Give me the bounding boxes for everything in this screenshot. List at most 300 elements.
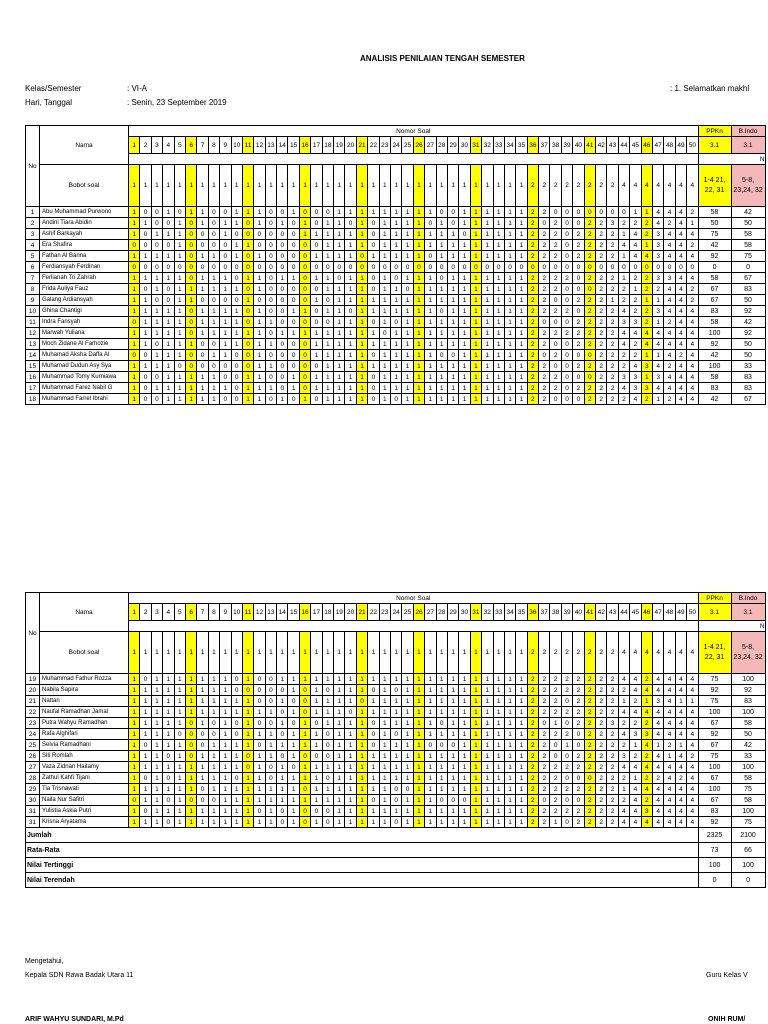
score-cell: 1 <box>163 383 174 394</box>
score-cell: 1 <box>151 795 162 806</box>
score-cell: 1 <box>413 707 424 718</box>
score-cell: 1 <box>493 295 504 306</box>
student-name: Ferlianah Tri Zahrah <box>40 273 129 284</box>
score-cell: 2 <box>664 394 675 405</box>
question-number: 17 <box>311 137 322 154</box>
score-cell: 1 <box>379 284 390 295</box>
score-cell: 0 <box>254 674 265 685</box>
score-cell: 1 <box>277 773 288 784</box>
score-cell: 0 <box>459 229 470 240</box>
score-cell: 2 <box>527 207 538 218</box>
score-cell: 0 <box>459 262 470 273</box>
score-cell: 1 <box>334 317 345 328</box>
score-cell: 1 <box>185 284 196 295</box>
score-cell: 1 <box>311 251 322 262</box>
score-cell: 2 <box>539 273 550 284</box>
score-cell: 1 <box>185 372 196 383</box>
weight-cell: 1 <box>459 632 470 674</box>
score-cell: 1 <box>356 806 367 817</box>
score-cell: 1 <box>231 740 242 751</box>
score-cell: 2 <box>584 383 595 394</box>
score-cell: 1 <box>516 350 527 361</box>
score-cell: 1 <box>436 762 447 773</box>
score-cell: 0 <box>561 218 572 229</box>
tinggi-bindo: 100 <box>731 858 765 873</box>
score-cell: 1 <box>208 383 219 394</box>
score-cell: 0 <box>561 773 572 784</box>
score-cell: 0 <box>231 372 242 383</box>
score-cell: 1 <box>493 284 504 295</box>
score-cell: 1 <box>140 685 151 696</box>
score-cell: 4 <box>687 729 698 740</box>
score-cell: 4 <box>652 762 663 773</box>
student-name: Putra Wahyu Ramadhan <box>40 718 129 729</box>
question-number: 32 <box>482 137 493 154</box>
score-cell: 4 <box>630 762 641 773</box>
score-cell: 1 <box>482 740 493 751</box>
score-cell: 1 <box>470 284 481 295</box>
score-cell: 0 <box>584 372 595 383</box>
score-cell: 1 <box>504 306 515 317</box>
weight-cell: 2 <box>584 632 595 674</box>
score-cell: 4 <box>618 383 629 394</box>
score-cell: 0 <box>584 773 595 784</box>
score-cell: 1 <box>356 718 367 729</box>
score-cell: 2 <box>618 773 629 784</box>
score-cell: 1 <box>254 328 265 339</box>
score-cell: 0 <box>174 207 185 218</box>
score-cell: 1 <box>482 295 493 306</box>
score-cell: 1 <box>459 317 470 328</box>
score-cell: 0 <box>254 718 265 729</box>
score-cell: 1 <box>322 350 333 361</box>
score-cell: 2 <box>527 328 538 339</box>
score-cell: 2 <box>607 383 618 394</box>
score-cell: 1 <box>311 383 322 394</box>
weight-cell: 4 <box>618 632 629 674</box>
score-cell: 1 <box>413 795 424 806</box>
score-cell: 0 <box>220 295 231 306</box>
question-number: 33 <box>493 604 504 621</box>
score-cell: 1 <box>254 251 265 262</box>
score-cell: 4 <box>652 361 663 372</box>
score-cell: 4 <box>687 328 698 339</box>
score-cell: 1 <box>311 817 322 828</box>
score-cell: 4 <box>664 817 675 828</box>
score-cell: 1 <box>265 729 276 740</box>
score-cell: 1 <box>493 207 504 218</box>
table-row <box>26 317 766 328</box>
score-cell: 2 <box>550 229 561 240</box>
weight-cell: 1 <box>185 165 196 207</box>
weight-cell: 2 <box>596 632 607 674</box>
score-cell: 1 <box>493 707 504 718</box>
score-cell: 2 <box>596 317 607 328</box>
student-no: 18 <box>26 394 40 405</box>
table-row <box>26 240 766 251</box>
kelas-value: : VI-A <box>127 84 148 93</box>
score-cell: 1 <box>197 383 208 394</box>
table-row <box>26 295 766 306</box>
weight-cell: 4 <box>652 165 663 207</box>
score-cell: 1 <box>630 773 641 784</box>
score-cell: 1 <box>516 817 527 828</box>
score-cell: 1 <box>311 273 322 284</box>
bindo-score: 50 <box>731 729 765 740</box>
score-cell: 0 <box>334 262 345 273</box>
nama-header: Nama <box>40 126 129 165</box>
score-cell: 2 <box>596 795 607 806</box>
score-cell: 1 <box>618 696 629 707</box>
score-cell: 1 <box>311 372 322 383</box>
score-cell: 4 <box>664 729 675 740</box>
score-cell: 1 <box>174 718 185 729</box>
score-cell: 1 <box>140 273 151 284</box>
score-cell: 1 <box>447 328 458 339</box>
score-cell: 1 <box>493 240 504 251</box>
score-cell: 0 <box>322 317 333 328</box>
score-cell: 0 <box>265 762 276 773</box>
student-name: Nattan <box>40 696 129 707</box>
score-cell: 1 <box>390 707 401 718</box>
score-cell: 0 <box>231 718 242 729</box>
score-cell: 2 <box>630 350 641 361</box>
score-cell: 1 <box>185 394 196 405</box>
score-cell: 1 <box>368 251 379 262</box>
score-cell: 1 <box>197 817 208 828</box>
score-cell: 1 <box>652 295 663 306</box>
score-cell: 0 <box>140 229 151 240</box>
score-cell: 2 <box>573 762 584 773</box>
score-cell: 2 <box>539 394 550 405</box>
score-cell: 1 <box>163 729 174 740</box>
score-cell: 1 <box>129 295 140 306</box>
score-cell: 0 <box>185 262 196 273</box>
score-cell: 2 <box>596 273 607 284</box>
score-cell: 1 <box>425 207 436 218</box>
score-cell: 1 <box>231 251 242 262</box>
score-cell: 1 <box>322 361 333 372</box>
score-cell: 2 <box>641 674 652 685</box>
score-cell: 1 <box>322 696 333 707</box>
score-cell: 1 <box>379 361 390 372</box>
score-cell: 1 <box>447 317 458 328</box>
score-cell: 1 <box>163 361 174 372</box>
score-cell: 2 <box>596 306 607 317</box>
bindo-range: 5-8, 23,24, 32 <box>731 165 765 207</box>
score-cell: 0 <box>197 361 208 372</box>
score-cell: 0 <box>368 394 379 405</box>
score-cell: 1 <box>516 383 527 394</box>
score-cell: 1 <box>208 674 219 685</box>
score-cell: 1 <box>345 361 356 372</box>
score-cell: 2 <box>539 762 550 773</box>
score-cell: 1 <box>345 795 356 806</box>
score-cell: 2 <box>584 696 595 707</box>
score-cell: 1 <box>322 795 333 806</box>
score-cell: 0 <box>242 339 253 350</box>
score-cell: 1 <box>482 240 493 251</box>
score-cell: 0 <box>265 273 276 284</box>
score-cell: 1 <box>220 729 231 740</box>
score-cell: 1 <box>311 328 322 339</box>
score-cell: 0 <box>197 350 208 361</box>
score-cell: 1 <box>482 383 493 394</box>
score-cell: 2 <box>687 240 698 251</box>
score-cell: 1 <box>185 383 196 394</box>
score-cell: 1 <box>185 207 196 218</box>
score-cell: 1 <box>402 394 413 405</box>
score-cell: 0 <box>607 262 618 273</box>
score-cell: 1 <box>402 707 413 718</box>
score-cell: 1 <box>482 339 493 350</box>
score-cell: 4 <box>675 806 686 817</box>
score-cell: 4 <box>675 762 686 773</box>
score-cell: 1 <box>356 784 367 795</box>
weight-cell: 1 <box>470 165 481 207</box>
score-cell: 1 <box>356 729 367 740</box>
score-cell: 1 <box>220 762 231 773</box>
score-cell: 0 <box>311 240 322 251</box>
score-cell: 0 <box>129 317 140 328</box>
score-cell: 1 <box>242 718 253 729</box>
score-cell: 0 <box>299 262 310 273</box>
score-cell: 1 <box>470 361 481 372</box>
score-cell: 1 <box>436 328 447 339</box>
question-number: 34 <box>504 137 515 154</box>
score-cell: 1 <box>254 795 265 806</box>
score-cell: 0 <box>277 372 288 383</box>
table-row <box>26 284 766 295</box>
score-cell: 1 <box>413 696 424 707</box>
score-cell: 0 <box>288 229 299 240</box>
student-no: 22 <box>26 707 40 718</box>
score-cell: 1 <box>550 718 561 729</box>
question-number: 17 <box>311 604 322 621</box>
question-number: 47 <box>652 604 663 621</box>
score-cell: 1 <box>129 674 140 685</box>
score-cell: 1 <box>254 273 265 284</box>
question-number: 29 <box>447 137 458 154</box>
score-cell: 1 <box>504 339 515 350</box>
score-cell: 1 <box>288 707 299 718</box>
weight-cell: 1 <box>208 632 219 674</box>
score-cell: 1 <box>151 350 162 361</box>
kepala-title: Kepala SDN Rawa Badak Utara 11 <box>25 972 134 979</box>
score-cell: 1 <box>322 383 333 394</box>
question-number: 8 <box>208 604 219 621</box>
bindo-score: 67 <box>731 273 765 284</box>
score-cell: 2 <box>527 740 538 751</box>
score-cell: 1 <box>345 762 356 773</box>
student-name: Muhammad Fathur Rozza <box>40 674 129 685</box>
score-cell: 1 <box>265 383 276 394</box>
score-cell: 1 <box>482 707 493 718</box>
score-cell: 0 <box>242 262 253 273</box>
question-number: 23 <box>379 137 390 154</box>
question-number: 11 <box>242 604 253 621</box>
score-cell: 1 <box>459 251 470 262</box>
score-cell: 0 <box>208 240 219 251</box>
weight-cell: 1 <box>322 165 333 207</box>
score-cell: 1 <box>151 273 162 284</box>
score-cell: 2 <box>539 328 550 339</box>
weight-cell: 1 <box>185 632 196 674</box>
score-cell: 0 <box>220 372 231 383</box>
score-cell: 1 <box>356 707 367 718</box>
score-cell: 1 <box>288 817 299 828</box>
score-cell: 1 <box>197 284 208 295</box>
weight-cell: 1 <box>368 165 379 207</box>
score-cell: 1 <box>459 383 470 394</box>
n-mark: N <box>698 154 765 165</box>
table-row <box>26 795 766 806</box>
weight-cell: 1 <box>242 632 253 674</box>
score-cell: 0 <box>425 740 436 751</box>
score-cell: 1 <box>504 718 515 729</box>
score-cell: 0 <box>550 394 561 405</box>
bindo-header: B.Indo <box>731 593 765 604</box>
score-cell: 1 <box>470 306 481 317</box>
question-number: 15 <box>288 137 299 154</box>
score-cell: 1 <box>322 674 333 685</box>
score-cell: 0 <box>596 262 607 273</box>
table-row <box>26 262 766 273</box>
question-number: 49 <box>675 604 686 621</box>
score-cell: 2 <box>607 306 618 317</box>
table-row <box>26 817 766 828</box>
weight-cell: 1 <box>425 632 436 674</box>
score-cell: 2 <box>607 751 618 762</box>
score-cell: 0 <box>311 751 322 762</box>
score-cell: 4 <box>675 284 686 295</box>
score-cell: 1 <box>174 806 185 817</box>
score-cell: 1 <box>413 240 424 251</box>
rendah-label: Nilai Terendah <box>26 873 699 888</box>
question-number: 31 <box>470 137 481 154</box>
student-name: Muhammad Farez Nabil G <box>40 383 129 394</box>
ppkn-range: 1-4 21, 22, 31 <box>698 632 731 674</box>
student-no: 7 <box>26 273 40 284</box>
score-cell: 1 <box>208 284 219 295</box>
score-cell: 1 <box>447 295 458 306</box>
score-cell: 4 <box>630 240 641 251</box>
score-cell: 1 <box>356 372 367 383</box>
weight-cell: 2 <box>550 632 561 674</box>
score-cell: 1 <box>254 284 265 295</box>
weight-cell: 1 <box>254 632 265 674</box>
score-cell: 1 <box>231 817 242 828</box>
score-cell: 0 <box>299 784 310 795</box>
score-cell: 1 <box>516 306 527 317</box>
score-cell: 4 <box>664 339 675 350</box>
score-cell: 0 <box>151 218 162 229</box>
score-cell: 1 <box>482 817 493 828</box>
weight-cell: 2 <box>607 632 618 674</box>
score-cell: 1 <box>334 207 345 218</box>
score-cell: 2 <box>641 306 652 317</box>
score-cell: 2 <box>618 350 629 361</box>
score-cell: 1 <box>482 251 493 262</box>
score-cell: 1 <box>277 718 288 729</box>
question-number: 25 <box>402 137 413 154</box>
score-cell: 3 <box>641 383 652 394</box>
score-cell: 2 <box>607 317 618 328</box>
score-cell: 0 <box>265 262 276 273</box>
weight-cell: 4 <box>618 165 629 207</box>
score-cell: 2 <box>527 394 538 405</box>
ppkn-score: 67 <box>698 773 731 784</box>
score-cell: 2 <box>550 240 561 251</box>
score-cell: 0 <box>140 383 151 394</box>
score-cell: 1 <box>504 383 515 394</box>
score-cell: 0 <box>277 817 288 828</box>
score-cell: 1 <box>277 795 288 806</box>
score-cell: 1 <box>607 295 618 306</box>
score-cell: 1 <box>334 718 345 729</box>
score-cell: 1 <box>368 696 379 707</box>
score-cell: 2 <box>550 784 561 795</box>
score-cell: 1 <box>242 707 253 718</box>
question-number: 2 <box>140 604 151 621</box>
score-cell: 1 <box>459 784 470 795</box>
score-cell: 0 <box>185 229 196 240</box>
score-cell: 4 <box>652 817 663 828</box>
score-cell: 1 <box>470 350 481 361</box>
score-cell: 4 <box>675 674 686 685</box>
score-cell: 2 <box>539 729 550 740</box>
weight-cell: 4 <box>664 632 675 674</box>
score-cell: 1 <box>504 674 515 685</box>
score-cell: 0 <box>322 295 333 306</box>
score-cell: 4 <box>675 306 686 317</box>
ppkn-score: 75 <box>698 229 731 240</box>
score-cell: 1 <box>493 306 504 317</box>
score-cell: 1 <box>470 817 481 828</box>
score-cell: 2 <box>687 207 698 218</box>
score-cell: 1 <box>322 218 333 229</box>
question-number: 12 <box>254 604 265 621</box>
score-cell: 0 <box>345 262 356 273</box>
score-cell: 3 <box>618 751 629 762</box>
score-cell: 1 <box>345 773 356 784</box>
score-cell: 0 <box>265 229 276 240</box>
score-cell: 0 <box>231 729 242 740</box>
score-cell: 1 <box>687 696 698 707</box>
score-cell: 4 <box>652 339 663 350</box>
score-cell: 1 <box>436 394 447 405</box>
score-cell: 1 <box>345 328 356 339</box>
score-cell: 2 <box>596 696 607 707</box>
weight-cell: 2 <box>550 165 561 207</box>
weight-cell: 4 <box>630 165 641 207</box>
nomor-soal-header: Nomor Soal <box>129 126 699 137</box>
score-cell: 1 <box>265 740 276 751</box>
weight-cell: 1 <box>254 165 265 207</box>
score-cell: 0 <box>368 284 379 295</box>
score-cell: 2 <box>641 394 652 405</box>
score-cell: 0 <box>664 262 675 273</box>
score-cell: 0 <box>345 707 356 718</box>
rata-ppkn: 73 <box>698 843 731 858</box>
score-cell: 1 <box>482 306 493 317</box>
score-cell: 0 <box>288 262 299 273</box>
question-number: 36 <box>527 137 538 154</box>
score-cell: 1 <box>277 218 288 229</box>
score-cell: 1 <box>470 317 481 328</box>
score-cell: 1 <box>516 784 527 795</box>
score-cell: 4 <box>641 817 652 828</box>
